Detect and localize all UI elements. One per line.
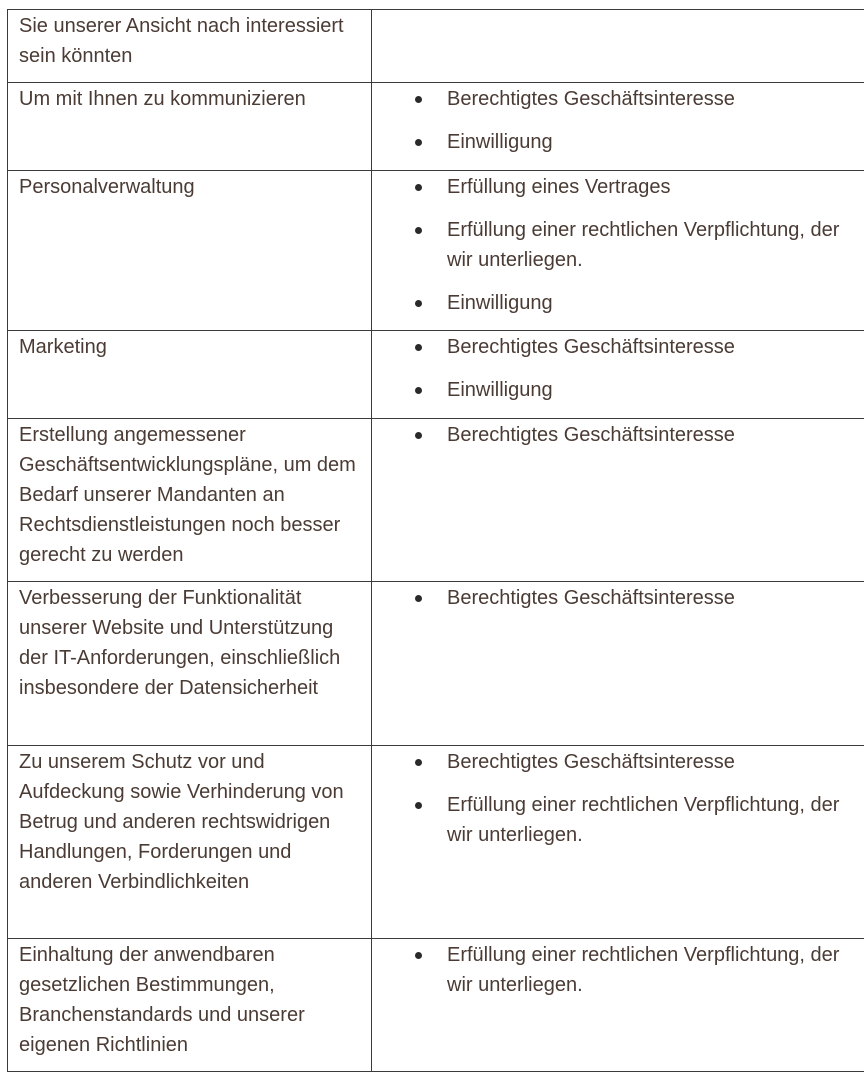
legal-basis-cell [372, 83, 864, 171]
legal-basis-cell [372, 10, 864, 83]
legal-basis-item [372, 127, 864, 157]
bullet-icon [415, 759, 422, 766]
legal-basis-item [372, 172, 864, 202]
bullet-icon [415, 300, 422, 307]
legal-basis-list [372, 747, 864, 850]
bullet-icon [415, 139, 422, 146]
legal-basis-text: Berechtigtes Geschäftsinteresse [447, 587, 735, 609]
table-row [8, 746, 864, 939]
table-row [8, 171, 864, 331]
legal-basis-cell [372, 582, 864, 746]
legal-basis-text: Erfüllung einer rechtlichen Verpflichtung, der wir unterliegen. [447, 944, 840, 996]
legal-basis-list [372, 583, 864, 613]
legal-basis-cell [372, 171, 864, 331]
bullet-icon [415, 184, 422, 191]
legal-basis-item [372, 288, 864, 318]
bullet-icon [415, 595, 422, 602]
legal-basis-cell [372, 331, 864, 419]
processing-purposes-table [7, 9, 864, 1072]
purpose-cell: Um mit Ihnen zu kommunizieren [8, 83, 372, 171]
legal-basis-text: Berechtigtes Geschäftsinteresse [447, 336, 735, 358]
bullet-icon [415, 96, 422, 103]
legal-basis-item [372, 940, 864, 1000]
legal-basis-text: Berechtigtes Geschäftsinteresse [447, 424, 735, 446]
legal-basis-cell [372, 746, 864, 939]
legal-basis-item [372, 790, 864, 850]
legal-basis-text: Einwilligung [447, 379, 553, 401]
legal-basis-list [372, 420, 864, 450]
legal-basis-cell [372, 939, 864, 1072]
legal-basis-list [372, 332, 864, 405]
table-row [8, 331, 864, 419]
purpose-cell: Marketing [8, 331, 372, 419]
table-row [8, 83, 864, 171]
bullet-icon [415, 432, 422, 439]
legal-basis-text: Berechtigtes Geschäftsinteresse [447, 88, 735, 110]
table-row [8, 10, 864, 83]
legal-basis-cell [372, 419, 864, 582]
legal-basis-item [372, 747, 864, 777]
purpose-cell: Zu unserem Schutz vor und Aufdeckung sowie Verhinderung von Betrug und anderen rechtswidrigen Handlungen, Forderungen und anderen Verbindlichkeiten [8, 746, 372, 939]
legal-basis-text: Erfüllung einer rechtlichen Verpflichtung, der wir unterliegen. [447, 219, 840, 271]
table-row [8, 582, 864, 746]
legal-basis-text: Einwilligung [447, 292, 553, 314]
bullet-icon [415, 387, 422, 394]
legal-basis-item [372, 583, 864, 613]
purpose-cell: Sie unserer Ansicht nach interessiert sein könnten [8, 10, 372, 83]
table-body [8, 10, 864, 1072]
legal-basis-text: Einwilligung [447, 131, 553, 153]
legal-basis-text: Berechtigtes Geschäftsinteresse [447, 751, 735, 773]
table-row [8, 939, 864, 1072]
legal-basis-item [372, 375, 864, 405]
bullet-icon [415, 952, 422, 959]
purpose-cell: Personalverwaltung [8, 171, 372, 331]
purpose-cell: Einhaltung der anwendbaren gesetzlichen Bestimmungen, Branchenstandards und unserer eigenen Richtlinien [8, 939, 372, 1072]
legal-basis-list [372, 84, 864, 157]
legal-basis-item [372, 332, 864, 362]
purpose-cell: Verbesserung der Funktionalität unserer Website und Unterstützung der IT-Anforderungen, einschließlich insbesondere der Datensicherheit [8, 582, 372, 746]
purpose-cell: Erstellung angemessener Geschäftsentwicklungspläne, um dem Bedarf unserer Mandanten an Rechtsdienstleistungen noch besser gerecht zu werden [8, 419, 372, 582]
legal-basis-item [372, 84, 864, 114]
legal-basis-text: Erfüllung einer rechtlichen Verpflichtung, der wir unterliegen. [447, 794, 840, 846]
bullet-icon [415, 227, 422, 234]
legal-basis-list [372, 940, 864, 1000]
bullet-icon [415, 344, 422, 351]
bullet-icon [415, 802, 422, 809]
legal-basis-item [372, 215, 864, 275]
table-row [8, 419, 864, 582]
legal-basis-list [372, 172, 864, 318]
legal-basis-text: Erfüllung eines Vertrages [447, 176, 671, 198]
legal-basis-item [372, 420, 864, 450]
